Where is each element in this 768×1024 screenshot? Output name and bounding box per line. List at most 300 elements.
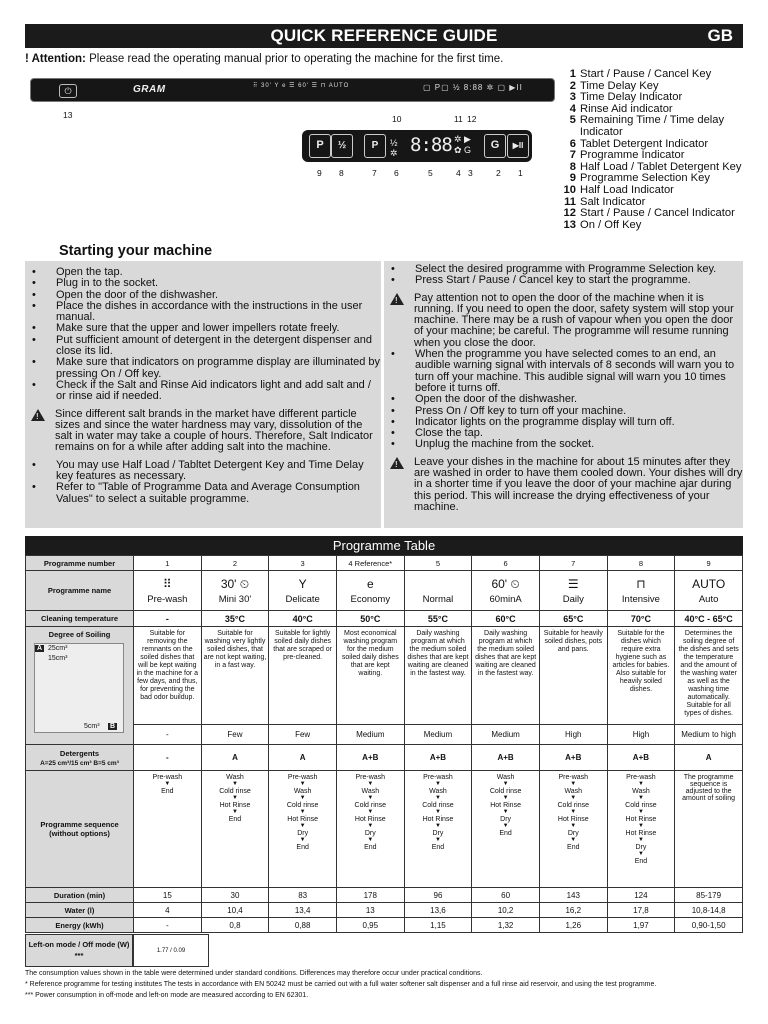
- callout-3: 3: [468, 168, 473, 178]
- bullet-item: • When the programme you have selected comes to an end, an audible warning signal with intervals of 8 seconds will warn you to turn off your machine. This audible signal will warn you 10 times before it turns off.: [384, 349, 743, 394]
- programme-duration: 143: [539, 888, 607, 903]
- compartment-a-label: A: [37, 645, 43, 652]
- reference-item: [562, 185, 768, 197]
- programme-soil: Few: [201, 725, 269, 745]
- programme-description: Daily washing program at which the medium soiled dishes that are kept waiting are cleaned in the fastest way.: [404, 627, 472, 725]
- programme-description: Suitable for lightly soiled daily dishes that are scraped or pre-cleaned.: [269, 627, 337, 725]
- sequence-step: Hot Rinse: [625, 830, 657, 837]
- sequence-step: End: [296, 844, 309, 851]
- warning-item: Pay attention not to open the door of the machine when it is running. If you need to open the door, safety system will stop your machine. There may be a rush of vapour when you open the door of your machine; be careful. The programme will resume running when you close the door. !: [384, 293, 743, 349]
- programme-number: 2: [201, 556, 269, 571]
- sequence-step: Dry: [635, 844, 647, 851]
- sequence-arrow: ▼: [637, 837, 644, 843]
- programme-selection-key: P: [309, 134, 331, 158]
- programme-soil: High: [607, 725, 675, 745]
- programme-temp: 65°C: [539, 611, 607, 627]
- programme-water: 13,6: [404, 903, 472, 918]
- reference-number: 9: [569, 172, 576, 185]
- programme-energy: -: [134, 918, 202, 933]
- time-delay-key: G: [484, 134, 506, 158]
- programme-icon: e: [366, 576, 374, 591]
- reference-number: 5: [569, 114, 576, 127]
- sequence-arrow: ▼: [367, 823, 374, 829]
- sequence-step: Cold rinse: [489, 788, 522, 795]
- appliance-front-panel: [30, 78, 555, 102]
- reference-number: 11: [564, 195, 576, 208]
- callout-13: 13: [63, 110, 73, 120]
- programme-soil: -: [134, 725, 202, 745]
- start-pause-key: ▶II: [507, 134, 529, 158]
- row-label-seq: [26, 771, 134, 888]
- programme-name-cell: [269, 571, 337, 611]
- programme-icons: ⠿ 30' Y e ☰ 60' ☰ ⊓ AUTO: [253, 83, 350, 89]
- tablet-detergent-icon: ½ ✲: [390, 138, 398, 158]
- dishwasher-drawer-image: [28, 641, 131, 737]
- programme-water: 4: [134, 903, 202, 918]
- programme-temp: 50°C: [336, 611, 404, 627]
- bullet-item: • Select the desired programme with Programme Selection key.: [384, 264, 743, 275]
- soil-label-text: Degree of Soiling: [48, 630, 111, 639]
- programme-temp: 55°C: [404, 611, 472, 627]
- sequence-arrow: ▼: [637, 809, 644, 815]
- programme-water: 10,2: [472, 903, 540, 918]
- reference-number: 10: [563, 183, 576, 196]
- programme-table: [25, 555, 743, 933]
- programme-icon: ⊓: [636, 576, 646, 591]
- programme-name-cell: [336, 571, 404, 611]
- sequence-step: Dry: [297, 830, 309, 837]
- sequence-arrow: ▼: [232, 809, 238, 815]
- warning-item: Leave your dishes in the machine for about 15 minutes after they are washed in order to have them cooled down. Your dishes will dry in a shorter time if you leave the door of your machine ajar during this period. This will increase the drying effectiveness of your machine. !: [384, 457, 743, 513]
- reference-number: 7: [569, 149, 576, 162]
- sequence-arrow: ▼: [434, 781, 441, 787]
- bullet-item: • Press On / Off key to turn off your machine.: [384, 406, 743, 417]
- programme-detergent: A+B: [539, 745, 607, 771]
- reference-item: [562, 150, 768, 162]
- sequence-step: Wash: [632, 788, 650, 795]
- reference-item: [562, 69, 768, 81]
- programme-name-cell: [607, 571, 675, 611]
- callout-8: 8: [339, 168, 344, 178]
- programme-energy: 1,26: [539, 918, 607, 933]
- sequence-arrow: ▼: [637, 823, 644, 829]
- sequence-step: Cold rinse: [354, 802, 387, 809]
- row-label-soil: [26, 627, 134, 745]
- sequence-arrow: ▼: [570, 795, 577, 801]
- reference-label: Rinse Aid indicator: [580, 102, 673, 115]
- programme-number: 9: [675, 556, 743, 571]
- sequence-arrow: ▼: [299, 781, 306, 787]
- programme-temp: 60°C: [472, 611, 540, 627]
- programme-soil: Medium to high: [675, 725, 743, 745]
- programme-name-cell: [539, 571, 607, 611]
- programme-energy: 1,32: [472, 918, 540, 933]
- programme-indicator: P: [364, 134, 386, 158]
- reference-label: Programme Selection Key: [580, 172, 710, 185]
- sequence-arrow: ▼: [232, 795, 238, 801]
- callout-12: 12: [467, 114, 477, 124]
- det-sublabel: A=25 cm³/15 cm³ B=5 cm³: [40, 759, 119, 767]
- programme-sequence: [269, 771, 337, 888]
- programme-description: Most economical washing program for the medium soiled daily dishes that are kept waiting.: [336, 627, 404, 725]
- salt-rinse-icons: ✲ ▶ ✿ G: [454, 134, 472, 155]
- reference-label: Start / Pause / Cancel Key: [580, 68, 712, 80]
- row-label-water: Water (l): [26, 903, 134, 918]
- programme-icon: ☰: [567, 576, 579, 591]
- sequence-arrow: ▼: [367, 837, 374, 843]
- programme-name-cell: [404, 571, 472, 611]
- programme-water: 17,8: [607, 903, 675, 918]
- reference-number: 6: [569, 137, 576, 150]
- programme-detergent: A: [201, 745, 269, 771]
- sequence-step: Dry: [567, 830, 579, 837]
- bullet-item: • Indicator lights on the programme display will turn off.: [384, 417, 743, 428]
- footnote-3: *** Power consumption in off-mode and left-on mode are measured according to EN 62301.: [25, 992, 309, 999]
- programme-number: 5: [404, 556, 472, 571]
- programme-number: 4 Reference*: [336, 556, 404, 571]
- reference-number: 12: [563, 207, 576, 220]
- sequence-arrow: ▼: [367, 781, 374, 787]
- programme-name: Mini 30': [218, 593, 252, 605]
- programme-energy: 0,95: [336, 918, 404, 933]
- programme-sequence: [472, 771, 540, 888]
- sequence-arrow: ▼: [570, 823, 577, 829]
- panel-display-icon: ▢ P▢ ½ 8:88 ✲ ▢ ▶II: [423, 83, 523, 92]
- callout-1: 1: [518, 168, 523, 178]
- sequence-step: Pre-wash: [626, 774, 656, 781]
- sequence-step: Dry: [364, 830, 376, 837]
- sequence-step: Cold rinse: [219, 788, 251, 795]
- sequence-step: Wash: [564, 788, 583, 795]
- seq-label: Programme sequence: [40, 820, 119, 829]
- reference-label: Time Delay Indicator: [580, 91, 683, 104]
- sequence-step: The programme sequence is adjusted to the amount of soiling: [682, 774, 736, 802]
- programme-name: Pre-wash: [147, 593, 188, 605]
- reference-item: [562, 115, 768, 138]
- programme-description: Suitable for washing very lightly soiled dishes, that are not kept waiting, in a fast way.: [201, 627, 269, 725]
- sequence-arrow: ▼: [434, 809, 441, 815]
- sequence-arrow: ▼: [502, 823, 509, 829]
- callout-11: 11: [454, 114, 463, 124]
- reference-number: 8: [569, 160, 576, 173]
- programme-detergent: A+B: [472, 745, 540, 771]
- programme-duration: 15: [134, 888, 202, 903]
- sequence-step: End: [364, 844, 377, 851]
- programme-water: 10,4: [201, 903, 269, 918]
- programme-water: 16,2: [539, 903, 607, 918]
- programme-duration: 124: [607, 888, 675, 903]
- programme-sequence: [336, 771, 404, 888]
- row-label-dur: Duration (min): [26, 888, 134, 903]
- sequence-step: Cold rinse: [286, 802, 319, 809]
- bullet-item: • Press Start / Pause / Cancel key to start the programme.: [384, 275, 743, 286]
- callout-9: 9: [317, 168, 322, 178]
- sequence-arrow: ▼: [637, 795, 644, 801]
- sequence-arrow: ▼: [164, 781, 171, 787]
- sequence-arrow: ▼: [570, 781, 577, 787]
- bullet-item: • Plug in to the socket.: [25, 278, 381, 289]
- sequence-arrow: ▼: [502, 795, 509, 801]
- warning-item: Since different salt brands in the market have different particle sizes and since the water hardness may vary, dissolution of the salt in water may take a couple of hours. Therefore, Salt Indicator remains on for a while after adding salt into the machine. !: [25, 409, 381, 454]
- callout-5: 5: [428, 168, 433, 178]
- programme-water: 13: [336, 903, 404, 918]
- sequence-step: Hot Rinse: [490, 802, 521, 809]
- programme-sequence: [404, 771, 472, 888]
- sequence-step: Wash: [226, 774, 244, 781]
- sequence-step: Wash: [496, 774, 515, 781]
- programme-detergent: A+B: [607, 745, 675, 771]
- reference-label: Start / Pause / Cancel Indicator: [580, 207, 735, 220]
- programme-description: Suitable for removing the remnants on the soiled dishes that will be kept waiting in the machine for a few days, and thus, for preventing the bad odor buildup.: [134, 627, 202, 725]
- callout-4: 4: [456, 168, 461, 178]
- programme-detergent: -: [134, 745, 202, 771]
- programme-energy: 0,8: [201, 918, 269, 933]
- sequence-arrow: ▼: [570, 809, 577, 815]
- sequence-step: Pre-wash: [152, 774, 183, 781]
- reference-label: Programme Indicator: [580, 149, 685, 162]
- attention-notice: [25, 53, 503, 65]
- sequence-step: End: [228, 816, 242, 823]
- sequence-step: Hot Rinse: [625, 816, 657, 823]
- footnote-2: * Reference programme for testing institutes The tests in accordance with EN 50242 must be carried out with a full water softener salt dispenser and a full rinse aid reservoir, and using the test programme.: [25, 981, 657, 988]
- det-label: Detergents: [59, 748, 100, 758]
- programme-number: 1: [134, 556, 202, 571]
- programme-name: Normal: [422, 593, 454, 605]
- programme-name: Daily: [562, 593, 584, 605]
- instructions-right: [384, 261, 743, 528]
- programme-name: Auto: [698, 593, 719, 605]
- reference-label: Remaining Time / Time delay Indicator: [579, 114, 725, 138]
- programme-sequence: [675, 771, 743, 888]
- programme-icon: Y: [298, 576, 307, 591]
- bullet-item: • Open the door of the dishwasher.: [25, 290, 381, 301]
- programme-icon: AUTO: [692, 576, 726, 591]
- programme-water: 10,8-14,8: [675, 903, 743, 918]
- seq-sublabel: (without options): [49, 829, 110, 838]
- programme-soil: Few: [269, 725, 337, 745]
- sequence-arrow: ▼: [299, 795, 306, 801]
- reference-number: 2: [569, 79, 576, 92]
- sequence-step: Hot Rinse: [354, 816, 386, 823]
- row-label-det: [26, 745, 134, 771]
- page-header: [25, 24, 743, 48]
- programme-name-cell: [134, 571, 202, 611]
- sequence-step: Wash: [429, 788, 447, 795]
- reference-number: 4: [569, 102, 576, 115]
- sequence-step: Cold rinse: [422, 802, 454, 809]
- programme-name-cell: [472, 571, 540, 611]
- brand-logo: GRAM: [133, 84, 166, 95]
- attention-label: ! Attention:: [25, 53, 86, 65]
- programme-icon: 60' ⏲: [491, 576, 520, 591]
- sequence-step: Hot Rinse: [287, 816, 318, 823]
- sequence-arrow: ▼: [502, 809, 509, 815]
- sequence-arrow: ▼: [367, 809, 374, 815]
- row-label-number: Programme number: [26, 556, 134, 571]
- sequence-arrow: ▼: [434, 795, 441, 801]
- programme-water: 13,4: [269, 903, 337, 918]
- reference-label: On / Off Key: [580, 218, 642, 231]
- programme-icon: ⠿: [162, 576, 172, 591]
- programme-temp: 35°C: [201, 611, 269, 627]
- programme-detergent: A: [675, 745, 743, 771]
- programme-sequence: [134, 771, 202, 888]
- reference-item: [562, 220, 768, 232]
- bullet-item: • Open the door of the dishwasher.: [384, 394, 743, 405]
- sequence-step: End: [634, 858, 648, 865]
- power-icon: ⏻: [59, 84, 77, 98]
- row-label-energy: Energy (kWh): [26, 918, 134, 933]
- language-code: GB: [707, 26, 733, 45]
- programme-soil: Medium: [404, 725, 472, 745]
- programme-energy: 1,15: [404, 918, 472, 933]
- reference-label: Salt Indicator: [580, 195, 646, 208]
- sequence-step: Cold rinse: [625, 802, 657, 809]
- programme-temp: 70°C: [607, 611, 675, 627]
- programme-sequence: [539, 771, 607, 888]
- attention-text: Please read the operating manual prior to operating the machine for the first time.: [89, 53, 504, 65]
- programme-name-cell: [201, 571, 269, 611]
- offmode-label: Left-on mode / Off mode (W) ***: [25, 934, 133, 967]
- programme-table-title: Programme Table: [25, 536, 743, 555]
- sequence-step: Dry: [432, 830, 444, 837]
- sequence-step: Hot Rinse: [422, 816, 454, 823]
- programme-detergent: A: [269, 745, 337, 771]
- sequence-arrow: ▼: [637, 851, 644, 857]
- row-label-name: Programme name: [26, 571, 134, 611]
- sequence-step: Wash: [293, 788, 312, 795]
- programme-description: Suitable for the dishes which require extra hygiene such as articles for babies. Also suitable for heavily soiled dishes.: [607, 627, 675, 725]
- row-label-temp: Cleaning temperature: [26, 611, 134, 627]
- callout-6: 6: [394, 168, 399, 178]
- programme-duration: 85-179: [675, 888, 743, 903]
- section-title: Starting your machine: [59, 243, 213, 259]
- reference-label: Half Load / Tablet Detergent Key: [580, 160, 742, 173]
- bullet-item: • Open the tap.: [25, 267, 381, 278]
- sequence-arrow: ▼: [232, 781, 238, 787]
- compartment-a-volume-1: 25cm³: [48, 645, 68, 652]
- programme-icon: [407, 577, 470, 593]
- sequence-step: End: [499, 830, 512, 837]
- sequence-step: Pre-wash: [355, 774, 386, 781]
- reference-label: Tablet Detergent Indicator: [580, 137, 709, 150]
- instructions-left: [25, 261, 381, 528]
- programme-soil: High: [539, 725, 607, 745]
- bullet-item: • Unplug the machine from the socket.: [384, 439, 743, 450]
- half-load-key: ½: [331, 134, 353, 158]
- sequence-step: Pre-wash: [423, 774, 453, 781]
- callout-10: 10: [392, 114, 402, 124]
- programme-icon: 30' ⏲: [220, 576, 250, 591]
- programme-number: 8: [607, 556, 675, 571]
- bullet-item: • Place the dishes in accordance with the instructions in the user manual.: [25, 301, 381, 324]
- bullet-item: • You may use Half Load / Tabltet Detergent Key and Time Delay key features as necessary.: [25, 460, 381, 483]
- programme-duration: 178: [336, 888, 404, 903]
- programme-number: 7: [539, 556, 607, 571]
- sequence-arrow: ▼: [502, 781, 509, 787]
- bullet-item: • Put sufficient amount of detergent in the detergent dispenser and close its lid.: [25, 335, 381, 358]
- sequence-arrow: ▼: [299, 823, 306, 829]
- sequence-arrow: ▼: [299, 809, 306, 815]
- compartment-b-volume: 5cm³: [84, 723, 100, 730]
- programme-detergent: A+B: [336, 745, 404, 771]
- sequence-step: End: [161, 788, 174, 795]
- programme-soil: Medium: [336, 725, 404, 745]
- programme-description: Daily washing program at which the medium soiled dishes that are kept waiting are cleaned in the fastest way.: [472, 627, 540, 725]
- sequence-step: Dry: [500, 816, 512, 823]
- offmode-value: 1.77 / 0.09: [133, 934, 209, 967]
- sequence-step: End: [431, 844, 445, 851]
- bullet-item: • Make sure that the upper and lower impellers rotate freely.: [25, 323, 381, 334]
- bullet-item: • Make sure that indicators on programme display are illuminated by pressing On / Off key.: [25, 357, 381, 380]
- remaining-time-display: 8:88: [410, 134, 452, 156]
- programme-description: Suitable for heavily soiled dishes, pots and pans.: [539, 627, 607, 725]
- sequence-arrow: ▼: [637, 781, 644, 787]
- reference-label: Half Load Indicator: [580, 183, 674, 196]
- sequence-arrow: ▼: [434, 837, 441, 843]
- compartment-a-volume-2: 15cm³: [48, 655, 68, 662]
- programme-description: Determines the soiling degree of the dishes and sets the temperature and the amount of the washing water as well as the washing time automatically. Suitable for all types of dishes.: [675, 627, 743, 725]
- programme-name: Delicate: [285, 593, 320, 605]
- key-reference-list: [562, 69, 768, 231]
- programme-duration: 83: [269, 888, 337, 903]
- reference-number: 3: [569, 91, 576, 104]
- programme-number: 3: [269, 556, 337, 571]
- programme-temp: -: [134, 611, 202, 627]
- reference-number: 13: [563, 218, 576, 231]
- sequence-step: Hot Rinse: [557, 816, 589, 823]
- sequence-step: Hot Rinse: [219, 802, 251, 809]
- programme-number: 6: [472, 556, 540, 571]
- programme-duration: 60: [472, 888, 540, 903]
- programme-name: 60minA: [489, 593, 522, 605]
- callout-7: 7: [372, 168, 377, 178]
- programme-sequence: [607, 771, 675, 888]
- programme-name: Economy: [350, 593, 391, 605]
- programme-name: Intensive: [621, 593, 660, 605]
- programme-soil: Medium: [472, 725, 540, 745]
- sequence-arrow: ▼: [299, 837, 306, 843]
- programme-temp: 40°C: [269, 611, 337, 627]
- programme-sequence: [201, 771, 269, 888]
- bullet-item: • Refer to "Table of Programme Data and Average Consumption Values" to select a suitable programme.: [25, 482, 381, 505]
- bullet-item: • Check if the Salt and Rinse Aid indicators light and add salt and / or rinse aid if needed.: [25, 380, 381, 403]
- reference-number: 1: [569, 68, 576, 80]
- page-title: QUICK REFERENCE GUIDE: [270, 26, 498, 45]
- sequence-step: Pre-wash: [287, 774, 318, 781]
- compartment-b-label: B: [110, 723, 116, 730]
- bullet-item: • Close the tap.: [384, 428, 743, 439]
- sequence-arrow: ▼: [434, 823, 441, 829]
- sequence-arrow: ▼: [570, 837, 577, 843]
- sequence-step: Cold rinse: [557, 802, 590, 809]
- programme-energy: 1,97: [607, 918, 675, 933]
- programme-energy: 0,88: [269, 918, 337, 933]
- sequence-step: Wash: [361, 788, 380, 795]
- programme-energy: 0,90-1,50: [675, 918, 743, 933]
- footnote-1: The consumption values shown in the table were determined under standard conditions. Differences may therefore occur under practical conditions.: [25, 970, 483, 977]
- reference-item: [562, 208, 768, 220]
- programme-name-cell: [675, 571, 743, 611]
- reference-label: Time Delay Key: [580, 79, 659, 92]
- callout-2: 2: [496, 168, 501, 178]
- programme-detergent: A+B: [404, 745, 472, 771]
- sequence-step: End: [567, 844, 580, 851]
- sequence-step: Pre-wash: [558, 774, 589, 781]
- sequence-arrow: ▼: [367, 795, 374, 801]
- programme-duration: 30: [201, 888, 269, 903]
- programme-duration: 96: [404, 888, 472, 903]
